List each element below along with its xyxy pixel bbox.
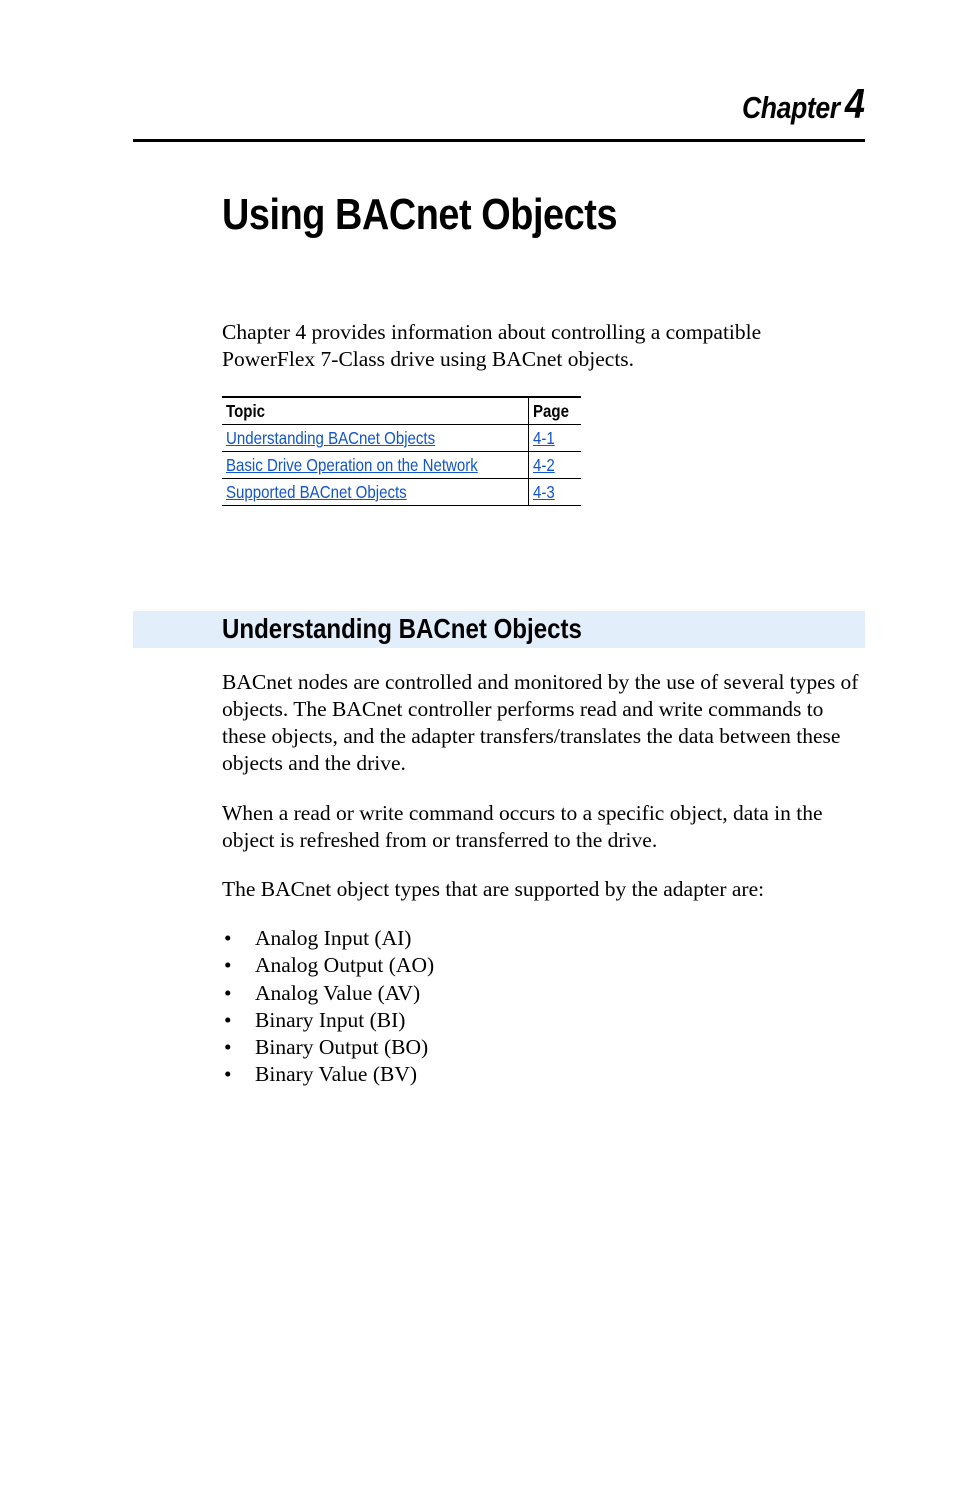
body-paragraph-2: When a read or write command occurs to a specific object, data in the object is refreshed from or transferred to the drive. <box>222 801 823 852</box>
table-row <box>222 425 581 452</box>
list-item <box>222 1007 434 1034</box>
table-row <box>222 452 581 479</box>
object-type-label: Analog Input (AI) <box>255 926 412 950</box>
list-item <box>222 980 434 1007</box>
page-cell <box>529 425 582 452</box>
list-item <box>222 952 434 979</box>
intro-paragraph: Chapter 4 provides information about controlling a compatible PowerFlex 7-Class drive using BACnet objects. <box>222 320 762 371</box>
section-heading: Understanding BACnet Objects <box>222 613 582 644</box>
bullet-icon: • <box>224 1007 232 1032</box>
topic-column-header: Topic <box>222 397 529 425</box>
page-cell <box>529 479 582 506</box>
page-link-4-1[interactable]: 4-1 <box>533 428 555 448</box>
topic-cell <box>222 425 529 452</box>
list-item <box>222 1034 434 1061</box>
page-column-header: Page <box>529 397 582 425</box>
body-paragraph-3: The BACnet object types that are supported by the adapter are: <box>222 877 765 901</box>
bullet-icon: • <box>224 1062 232 1087</box>
body-paragraph-1: BACnet nodes are controlled and monitored by the use of several types of objects. The BACnet controller performs read and write commands to these objects, and the adapter transfers/translates the data between these objects and the drive. <box>222 670 859 775</box>
bullet-icon: • <box>224 1035 232 1060</box>
table-row <box>222 479 581 506</box>
object-type-label: Analog Value (AV) <box>255 980 421 1005</box>
bullet-icon: • <box>224 926 232 950</box>
page-title: Using BACnet Objects <box>222 190 618 239</box>
bullet-icon: • <box>224 980 232 1005</box>
bullet-icon: • <box>224 953 232 978</box>
object-type-label: Binary Input (BI) <box>255 1007 406 1032</box>
topic-link-understanding[interactable]: Understanding BACnet Objects <box>226 428 436 448</box>
object-type-label: Binary Value (BV) <box>255 1062 418 1087</box>
topic-link-supported-objects[interactable]: Supported BACnet Objects <box>226 482 407 502</box>
topic-link-basic-drive-operation[interactable]: Basic Drive Operation on the Network <box>226 455 478 475</box>
page-cell <box>529 452 582 479</box>
object-type-label: Analog Output (AO) <box>255 953 435 978</box>
chapter-rule <box>133 139 865 142</box>
topic-table-header-row <box>222 397 581 425</box>
page-link-4-3[interactable]: 4-3 <box>533 482 555 502</box>
topic-cell <box>222 452 529 479</box>
chapter-label <box>741 80 864 128</box>
list-item <box>222 1061 434 1088</box>
object-types-list <box>222 925 434 1089</box>
object-type-label: Binary Output (BO) <box>255 1035 429 1060</box>
topic-cell <box>222 479 529 506</box>
chapter-number: 4 <box>844 80 864 127</box>
list-item <box>222 925 434 952</box>
topic-table <box>222 396 581 506</box>
chapter-word: Chapter <box>741 90 840 125</box>
page-link-4-2[interactable]: 4-2 <box>533 455 555 475</box>
